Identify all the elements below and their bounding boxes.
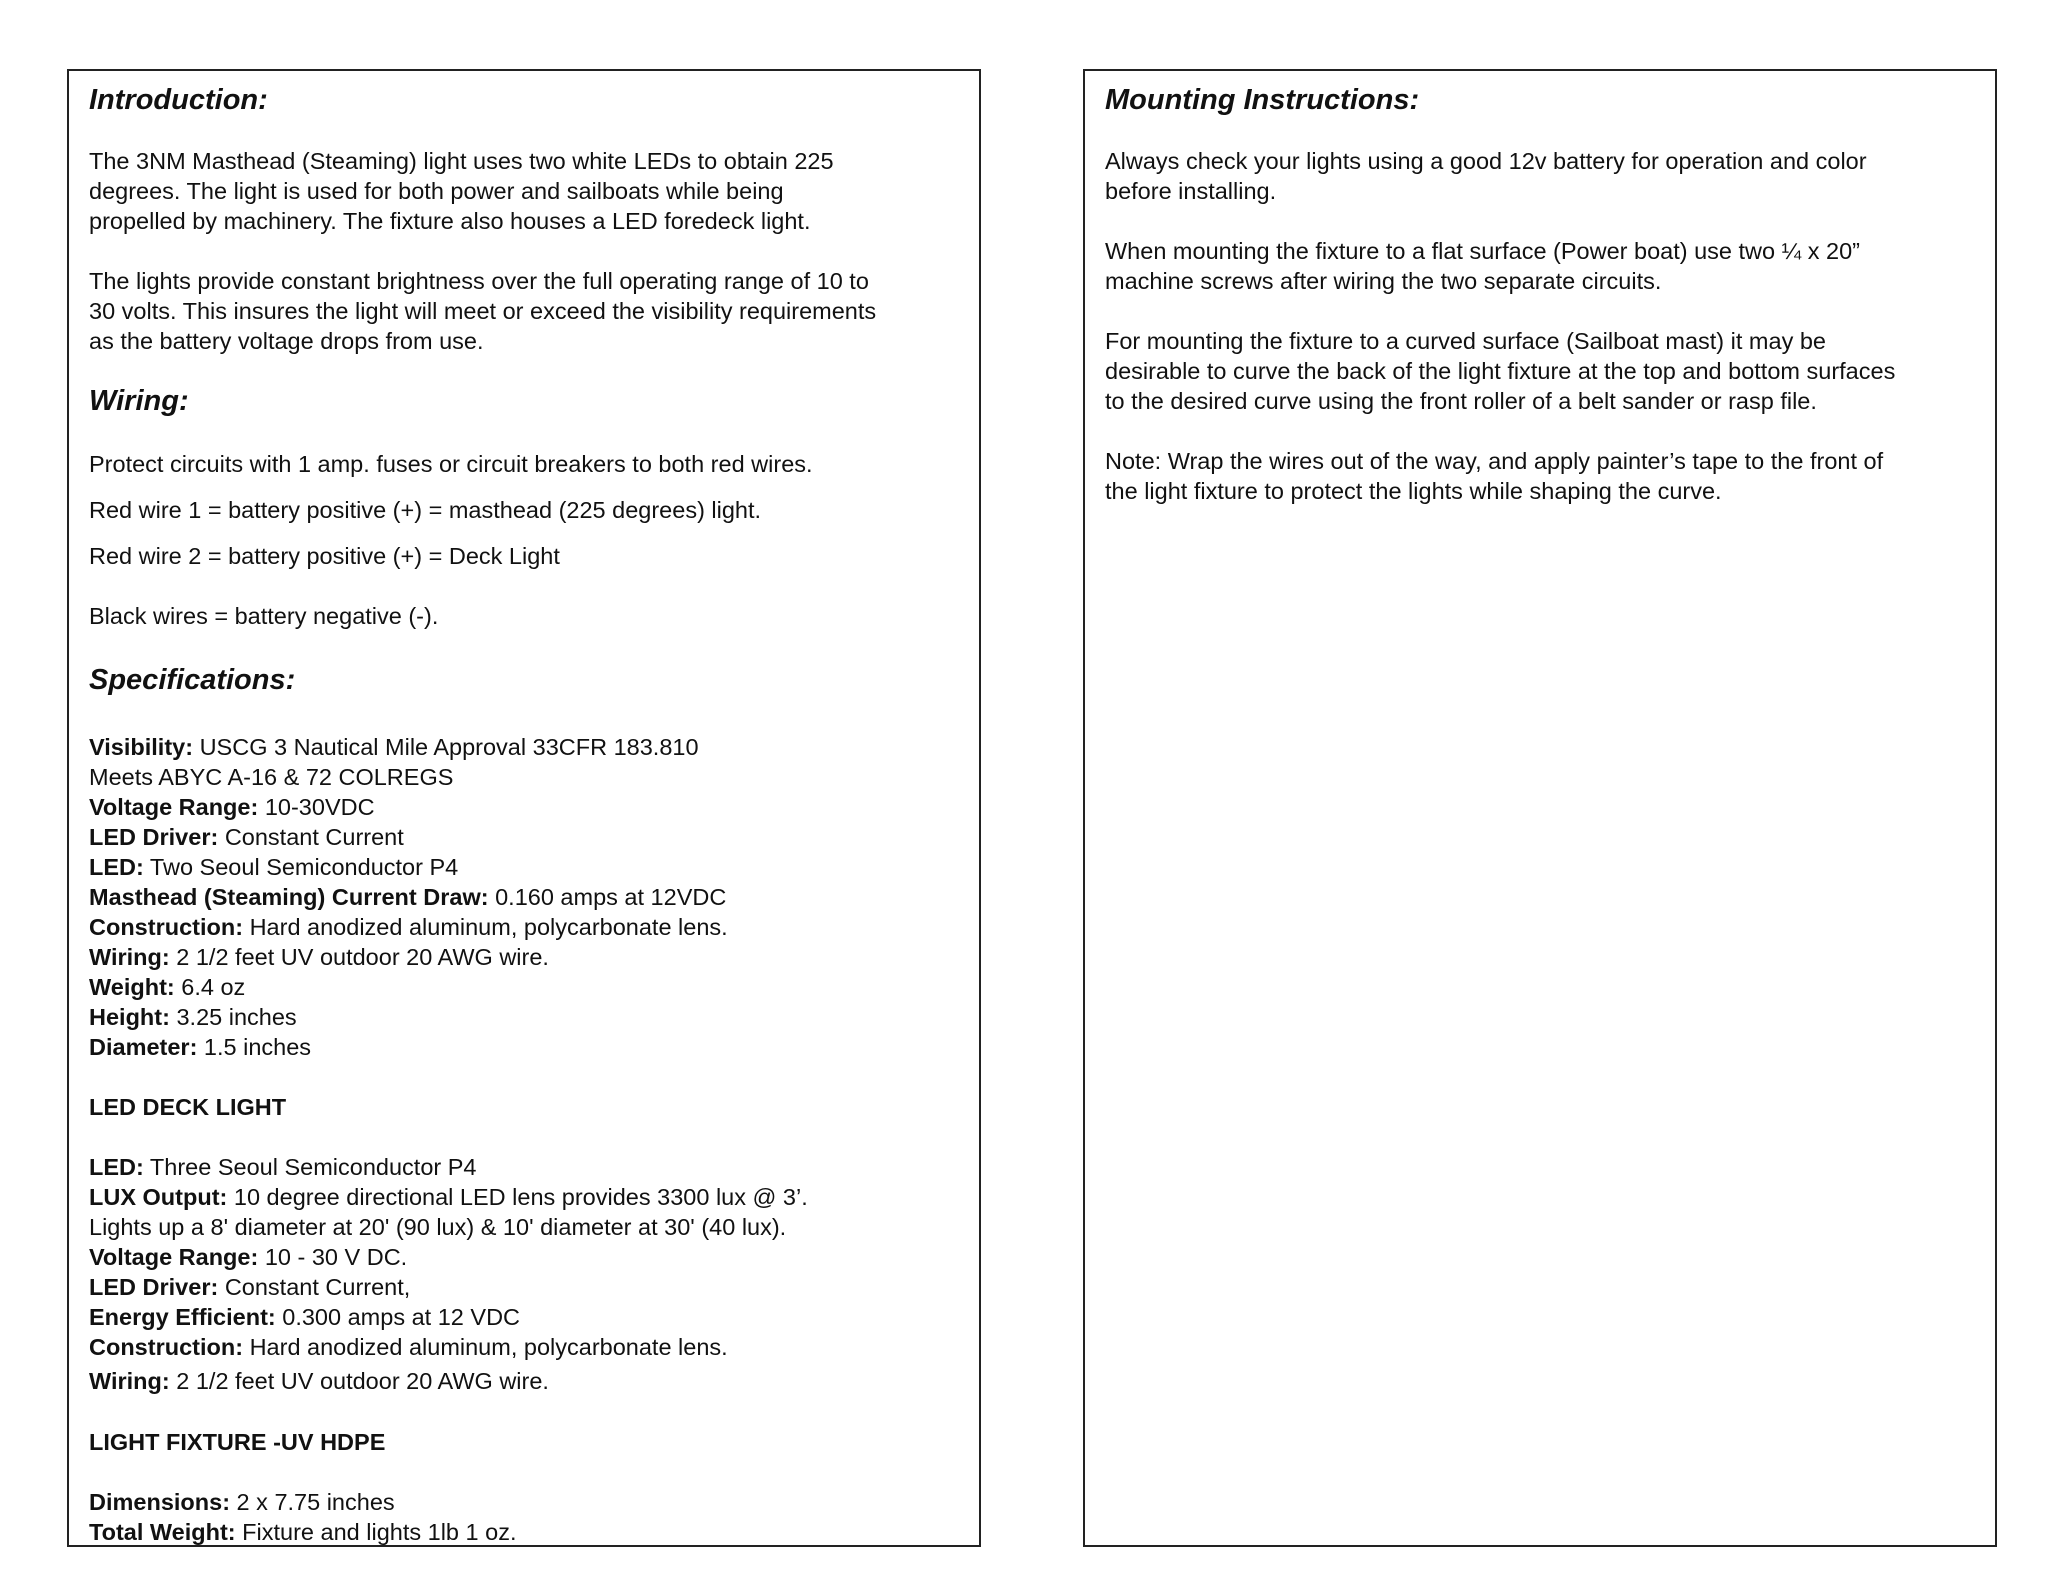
spec-row <box>89 912 728 942</box>
spec-label: Masthead (Steaming) Current Draw: <box>89 884 489 910</box>
spec-label: Construction: <box>89 1334 244 1360</box>
intro-p1-line: The 3NM Masthead (Steaming) light uses two white LEDs to obtain 225 <box>89 148 834 174</box>
spec-value: Constant Current <box>218 824 404 850</box>
spec-value: Two Seoul Semiconductor P4 <box>143 854 459 880</box>
spec-label: Weight: <box>89 974 175 1000</box>
deck-light-title: LED DECK LIGHT <box>89 1094 287 1120</box>
spec-label: LED Driver: <box>89 1274 219 1300</box>
spec-label: Voltage Range: <box>89 794 259 820</box>
fixture-spec-row <box>89 1487 395 1517</box>
mounting-p4-line: the light fixture to protect the lights while shaping the curve. <box>1105 478 1722 504</box>
spec-value: 6.4 oz <box>174 974 246 1000</box>
spec-row <box>89 822 404 852</box>
mounting-p2-line: machine screws after wiring the two separate circuits. <box>1105 268 1662 294</box>
spec-value: 2 1/2 feet UV outdoor 20 AWG wire. <box>169 944 549 970</box>
spec-row <box>89 732 699 762</box>
wiring-line: Red wire 2 = battery positive (+) = Deck Light <box>89 543 560 569</box>
intro-p2-line: as the battery voltage drops from use. <box>89 328 484 354</box>
deck-spec-row <box>89 1302 520 1332</box>
intro-p2-line: 30 volts. This insures the light will meet or exceed the visibility requirements <box>89 298 877 324</box>
spec-label: Dimensions: <box>89 1489 231 1515</box>
spec-row <box>89 852 458 882</box>
right-panel <box>1083 69 1997 1547</box>
spec-label: Wiring: <box>89 1368 170 1394</box>
spec-row <box>89 792 375 822</box>
spec-label: LED: <box>89 1154 144 1180</box>
spec-row <box>89 1032 311 1062</box>
spec-value: 0.160 amps at 12VDC <box>488 884 727 910</box>
spec-label: LED: <box>89 854 144 880</box>
fixture-title: LIGHT FIXTURE -UV HDPE <box>89 1429 386 1455</box>
spec-value: 10 - 30 V DC. <box>258 1244 408 1270</box>
introduction-paragraph-2 <box>89 266 876 356</box>
introduction-heading: Introduction: <box>89 84 268 116</box>
mounting-heading: Mounting Instructions: <box>1105 84 1420 116</box>
deck-spec-row <box>89 1242 407 1272</box>
mounting-paragraph-3 <box>1105 326 1895 416</box>
mounting-p4-line: Note: Wrap the wires out of the way, and apply painter’s tape to the front of <box>1105 448 1884 474</box>
deck-spec-row <box>89 1212 786 1242</box>
spec-label: Construction: <box>89 914 244 940</box>
mounting-p2-line: When mounting the fixture to a flat surface (Power boat) use two ¼ x 20” <box>1105 238 1860 264</box>
spec-row <box>89 762 453 792</box>
spec-value: USCG 3 Nautical Mile Approval 33CFR 183.810 <box>193 734 699 760</box>
spec-value: 1.5 inches <box>197 1034 312 1060</box>
intro-p1-line: propelled by machinery. The fixture also houses a LED foredeck light. <box>89 208 811 234</box>
spec-label: Diameter: <box>89 1034 198 1060</box>
spec-value: Constant Current, <box>218 1274 411 1300</box>
spec-value: Hard anodized aluminum, polycarbonate lens. <box>243 1334 728 1360</box>
mounting-paragraph-2 <box>1105 236 1860 296</box>
deck-spec-row <box>89 1152 477 1182</box>
mounting-paragraph-4 <box>1105 446 1883 506</box>
spec-row <box>89 1002 297 1032</box>
mounting-p3-line: desirable to curve the back of the light fixture at the top and bottom surfaces <box>1105 358 1896 384</box>
left-panel <box>67 69 981 1547</box>
mounting-p1-line: Always check your lights using a good 12v battery for operation and color <box>1105 148 1867 174</box>
intro-p2-line: The lights provide constant brightness over the full operating range of 10 to <box>89 268 869 294</box>
spec-row <box>89 882 726 912</box>
deck-spec-row <box>89 1182 808 1212</box>
specifications-heading: Specifications: <box>89 664 296 696</box>
mounting-p3-line: to the desired curve using the front roller of a belt sander or rasp file. <box>1105 388 1817 414</box>
wiring-line: Protect circuits with 1 amp. fuses or circuit breakers to both red wires. <box>89 451 813 477</box>
spec-value: Three Seoul Semiconductor P4 <box>143 1154 477 1180</box>
spec-value: 10 degree directional LED lens provides 3300 lux @ 3’. <box>227 1184 808 1210</box>
deck-spec-row <box>89 1272 410 1302</box>
spec-value: Meets ABYC A-16 & 72 COLREGS <box>89 764 454 790</box>
spec-value: 3.25 inches <box>169 1004 297 1030</box>
spec-value: Hard anodized aluminum, polycarbonate lens. <box>243 914 728 940</box>
spec-value: Lights up a 8' diameter at 20' (90 lux) & 10' diameter at 30' (40 lux). <box>89 1214 787 1240</box>
spec-label: LUX Output: <box>89 1184 228 1210</box>
deck-spec-row <box>89 1332 728 1362</box>
spec-value: 10-30VDC <box>258 794 375 820</box>
wiring-heading: Wiring: <box>89 385 189 417</box>
spec-label: Voltage Range: <box>89 1244 259 1270</box>
spec-label: Wiring: <box>89 944 170 970</box>
spec-label: Visibility: <box>89 734 194 760</box>
spec-value: 0.300 amps at 12 VDC <box>275 1304 521 1330</box>
spec-label: LED Driver: <box>89 824 219 850</box>
spec-row <box>89 942 549 972</box>
spec-label: Energy Efficient: <box>89 1304 276 1330</box>
wiring-line: Red wire 1 = battery positive (+) = masthead (225 degrees) light. <box>89 497 762 523</box>
wiring-line: Black wires = battery negative (-). <box>89 603 439 629</box>
mounting-p1-line: before installing. <box>1105 178 1277 204</box>
spec-label: Height: <box>89 1004 170 1030</box>
spec-row <box>89 972 245 1002</box>
spec-value: 2 x 7.75 inches <box>230 1489 395 1515</box>
deck-spec-row <box>89 1366 549 1396</box>
fixture-spec-row <box>89 1517 516 1547</box>
intro-p1-line: degrees. The light is used for both power and sailboats while being <box>89 178 784 204</box>
spec-label: Total Weight: <box>89 1519 236 1545</box>
introduction-paragraph-1 <box>89 146 834 236</box>
spec-value: 2 1/2 feet UV outdoor 20 AWG wire. <box>169 1368 549 1394</box>
mounting-paragraph-1 <box>1105 146 1867 206</box>
mounting-p3-line: For mounting the fixture to a curved surface (Sailboat mast) it may be <box>1105 328 1826 354</box>
spec-value: Fixture and lights 1lb 1 oz. <box>235 1519 517 1545</box>
